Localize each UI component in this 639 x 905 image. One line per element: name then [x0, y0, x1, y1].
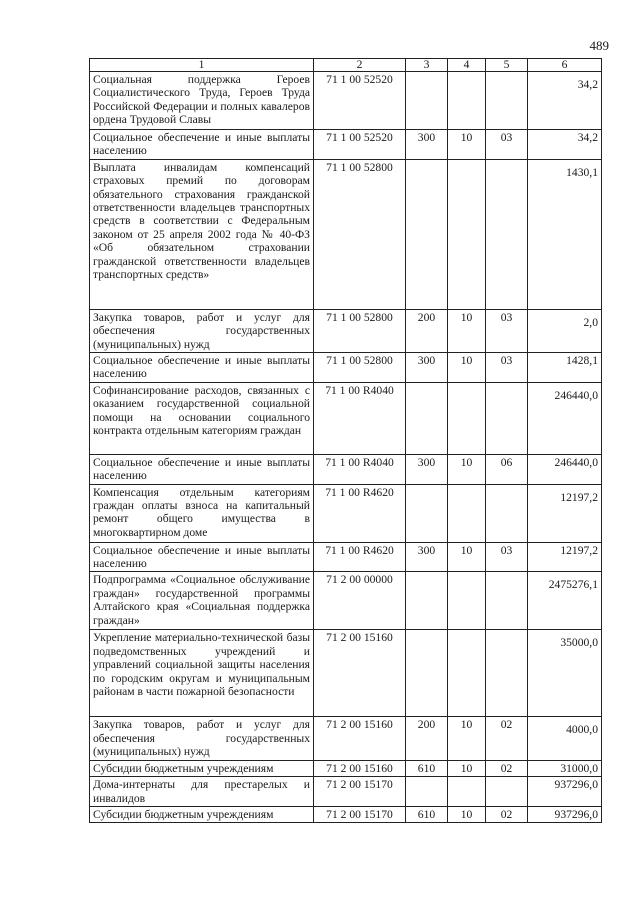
- table-row: [90, 382, 602, 454]
- row-col-4: [448, 72, 486, 130]
- row-name: Закупка товаров, работ и услуг для обеспечения государственных (муниципальных) нужд: [90, 717, 314, 760]
- row-code: 71 2 00 00000: [314, 572, 406, 630]
- row-col-5: 03: [486, 353, 528, 383]
- row-code: 71 2 00 15170: [314, 806, 406, 822]
- row-amount: 1430,1: [528, 159, 602, 309]
- row-name: Дома-интернаты для престарелых и инвалидов: [90, 777, 314, 807]
- table-row: [90, 454, 602, 484]
- header-col-3: 3: [406, 59, 448, 72]
- row-col-3: 610: [406, 760, 448, 776]
- row-col-5: 02: [486, 806, 528, 822]
- row-code: 71 2 00 15160: [314, 760, 406, 776]
- header-col-2: 2: [314, 59, 406, 72]
- row-code: 71 1 00 52800: [314, 309, 406, 352]
- table-row: [90, 309, 602, 352]
- row-code: 71 1 00 R4620: [314, 542, 406, 572]
- row-amount: 937296,0: [528, 777, 602, 807]
- row-col-3: 610: [406, 806, 448, 822]
- row-code: 71 2 00 15170: [314, 777, 406, 807]
- table-row: [90, 806, 602, 822]
- row-code: 71 1 00 52800: [314, 353, 406, 383]
- budget-table: [89, 58, 602, 823]
- row-code: 71 1 00 R4620: [314, 484, 406, 542]
- row-col-3: 300: [406, 542, 448, 572]
- row-col-5: [486, 630, 528, 717]
- row-amount: 1428,1: [528, 353, 602, 383]
- row-col-3: [406, 382, 448, 454]
- table-row: [90, 717, 602, 760]
- row-col-5: [486, 572, 528, 630]
- table-row: [90, 572, 602, 630]
- row-amount: 246440,0: [528, 382, 602, 454]
- header-col-1: 1: [90, 59, 314, 72]
- row-code: 71 1 00 R4040: [314, 382, 406, 454]
- row-col-5: [486, 777, 528, 807]
- row-name: Социальное обеспечение и иные выплаты населению: [90, 353, 314, 383]
- row-name: Подпрограмма «Социальное обслуживание граждан» государственной программы Алтайского края «Социальная поддержка граждан»: [90, 572, 314, 630]
- row-name: Социальное обеспечение и иные выплаты населению: [90, 542, 314, 572]
- row-col-5: 02: [486, 760, 528, 776]
- row-col-5: 03: [486, 130, 528, 160]
- row-amount: 34,2: [528, 72, 602, 130]
- row-name: Софинансирование расходов, связанных с оказанием государственной социальной помощи на основании социального контракта отдельным категориям граждан: [90, 382, 314, 454]
- table-row: [90, 484, 602, 542]
- row-col-4: 10: [448, 717, 486, 760]
- row-col-4: 10: [448, 353, 486, 383]
- header-col-5: 5: [486, 59, 528, 72]
- row-col-4: 10: [448, 806, 486, 822]
- row-name: Социальное обеспечение и иные выплаты населению: [90, 454, 314, 484]
- row-col-3: [406, 777, 448, 807]
- row-amount: 2,0: [528, 309, 602, 352]
- row-col-3: 200: [406, 717, 448, 760]
- row-col-5: 03: [486, 542, 528, 572]
- row-col-5: [486, 484, 528, 542]
- row-name: Субсидии бюджетным учреждениям: [90, 760, 314, 776]
- row-amount: 246440,0: [528, 454, 602, 484]
- row-amount: 35000,0: [528, 630, 602, 717]
- row-amount: 31000,0: [528, 760, 602, 776]
- row-col-3: 200: [406, 309, 448, 352]
- row-col-4: [448, 159, 486, 309]
- row-col-5: [486, 382, 528, 454]
- row-col-3: [406, 159, 448, 309]
- row-col-5: 02: [486, 717, 528, 760]
- table-body: [90, 72, 602, 823]
- row-col-4: [448, 777, 486, 807]
- row-col-4: [448, 572, 486, 630]
- row-name: Субсидии бюджетным учреждениям: [90, 806, 314, 822]
- row-name: Социальное обеспечение и иные выплаты населению: [90, 130, 314, 160]
- row-code: 71 2 00 15160: [314, 630, 406, 717]
- row-col-4: 10: [448, 309, 486, 352]
- row-amount: 34,2: [528, 130, 602, 160]
- row-name: Социальная поддержка Героев Социалистического Труда, Героев Труда Российской Федерации и полных кавалеров ордена Трудовой Славы: [90, 72, 314, 130]
- row-amount: 12197,2: [528, 542, 602, 572]
- row-col-4: 10: [448, 760, 486, 776]
- row-col-4: 10: [448, 542, 486, 572]
- row-col-3: [406, 72, 448, 130]
- row-col-4: 10: [448, 130, 486, 160]
- table-row: [90, 72, 602, 130]
- row-col-3: 300: [406, 130, 448, 160]
- table-row: [90, 760, 602, 776]
- row-col-3: 300: [406, 454, 448, 484]
- row-code: 71 2 00 15160: [314, 717, 406, 760]
- table-row: [90, 630, 602, 717]
- row-col-4: [448, 484, 486, 542]
- header-col-4: 4: [448, 59, 486, 72]
- row-code: 71 1 00 52520: [314, 72, 406, 130]
- row-name: Укрепление материально-технической базы подведомственных учреждений и управлений социальной защиты населения по городским округам и муниципальным районам в части пожарной безопасности: [90, 630, 314, 717]
- row-col-5: 06: [486, 454, 528, 484]
- table-row: [90, 777, 602, 807]
- table-row: [90, 353, 602, 383]
- row-col-4: 10: [448, 454, 486, 484]
- table-row: [90, 542, 602, 572]
- row-name: Компенсация отдельным категориям граждан оплаты взноса на капитальный ремонт общего имущества в многоквартирном доме: [90, 484, 314, 542]
- row-amount: 12197,2: [528, 484, 602, 542]
- row-col-5: [486, 72, 528, 130]
- row-col-4: [448, 630, 486, 717]
- row-code: 71 1 00 52520: [314, 130, 406, 160]
- table-row: [90, 159, 602, 309]
- row-code: 71 1 00 R4040: [314, 454, 406, 484]
- row-col-3: [406, 484, 448, 542]
- row-col-4: [448, 382, 486, 454]
- row-col-3: 300: [406, 353, 448, 383]
- page-number: 489: [589, 38, 609, 53]
- row-name: Выплата инвалидам компенсаций страховых премий по договорам обязательного страхования гражданской ответственности владельцев транспортных средств в соответствии с Федеральным законом от 25 апреля 2002 года № 40-ФЗ «Об обязательном страховании гражданской ответственности владельцев транспортных средств»: [90, 159, 314, 309]
- header-row: [90, 59, 602, 72]
- header-col-6: 6: [528, 59, 602, 72]
- row-col-5: 03: [486, 309, 528, 352]
- row-amount: 937296,0: [528, 806, 602, 822]
- row-col-3: [406, 630, 448, 717]
- row-col-3: [406, 572, 448, 630]
- row-name: Закупка товаров, работ и услуг для обеспечения государственных (муниципальных) нужд: [90, 309, 314, 352]
- row-amount: 2475276,1: [528, 572, 602, 630]
- row-code: 71 1 00 52800: [314, 159, 406, 309]
- row-col-5: [486, 159, 528, 309]
- table-row: [90, 130, 602, 160]
- row-amount: 4000,0: [528, 717, 602, 760]
